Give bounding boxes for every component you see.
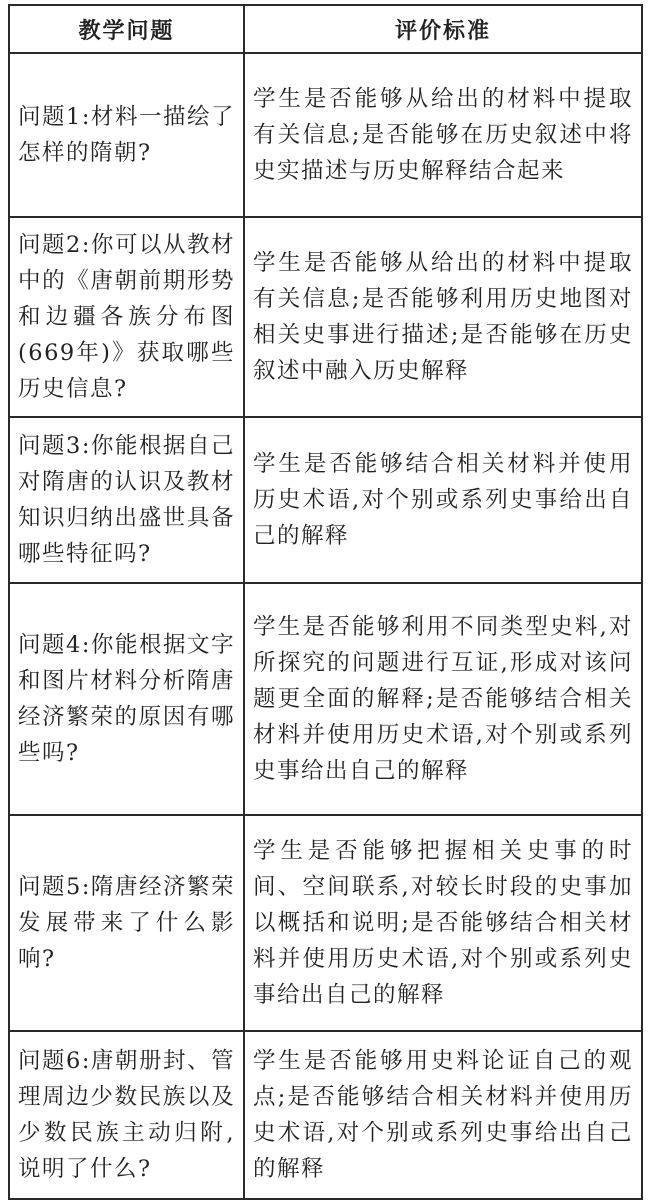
criteria-cell: 学生是否能够用史料论证自己的观点;是否能够结合相关材料并使用历史术语,对个别或系列史事给出自己的解释 [244,1031,642,1199]
header-criteria: 评价标准 [244,5,642,53]
table-row [9,217,642,417]
criteria-cell: 学生是否能够利用不同类型史料,对所探究的问题进行互证,形成对该问题更全面的解释;是否能够结合相关材料并使用历史术语,对个别或系列史事给出自己的解释 [244,583,642,815]
evaluation-table [8,4,643,1200]
header-row [9,5,642,53]
criteria-cell: 学生是否能够从给出的材料中提取有关信息;是否能够在历史叙述中将史实描述与历史解释结合起来 [244,53,642,217]
table-row [9,53,642,217]
question-cell: 问题5:隋唐经济繁荣发展带来了什么影响? [9,815,244,1031]
table-row [9,417,642,583]
table-row [9,583,642,815]
question-cell: 问题1:材料一描绘了怎样的隋朝? [9,53,244,217]
criteria-cell: 学生是否能够把握相关史事的时间、空间联系,对较长时段的史事加以概括和说明;是否能够结合相关材料并使用历史术语,对个别或系列史事给出自己的解释 [244,815,642,1031]
question-cell: 问题2:你可以从教材中的《唐朝前期形势和边疆各族分布图(669年)》获取哪些历史信息? [9,217,244,417]
question-cell: 问题6:唐朝册封、管理周边少数民族以及少数民族主动归附,说明了什么? [9,1031,244,1199]
question-cell: 问题3:你能根据自己对隋唐的认识及教材知识归纳出盛世具备哪些特征吗? [9,417,244,583]
criteria-cell: 学生是否能够结合相关材料并使用历史术语,对个别或系列史事给出自己的解释 [244,417,642,583]
header-question: 教学问题 [9,5,244,53]
question-cell: 问题4:你能根据文字和图片材料分析隋唐经济繁荣的原因有哪些吗? [9,583,244,815]
table-row [9,1031,642,1199]
criteria-cell: 学生是否能够从给出的材料中提取有关信息;是否能够利用历史地图对相关史事进行描述;是否能够在历史叙述中融入历史解释 [244,217,642,417]
table-row [9,815,642,1031]
